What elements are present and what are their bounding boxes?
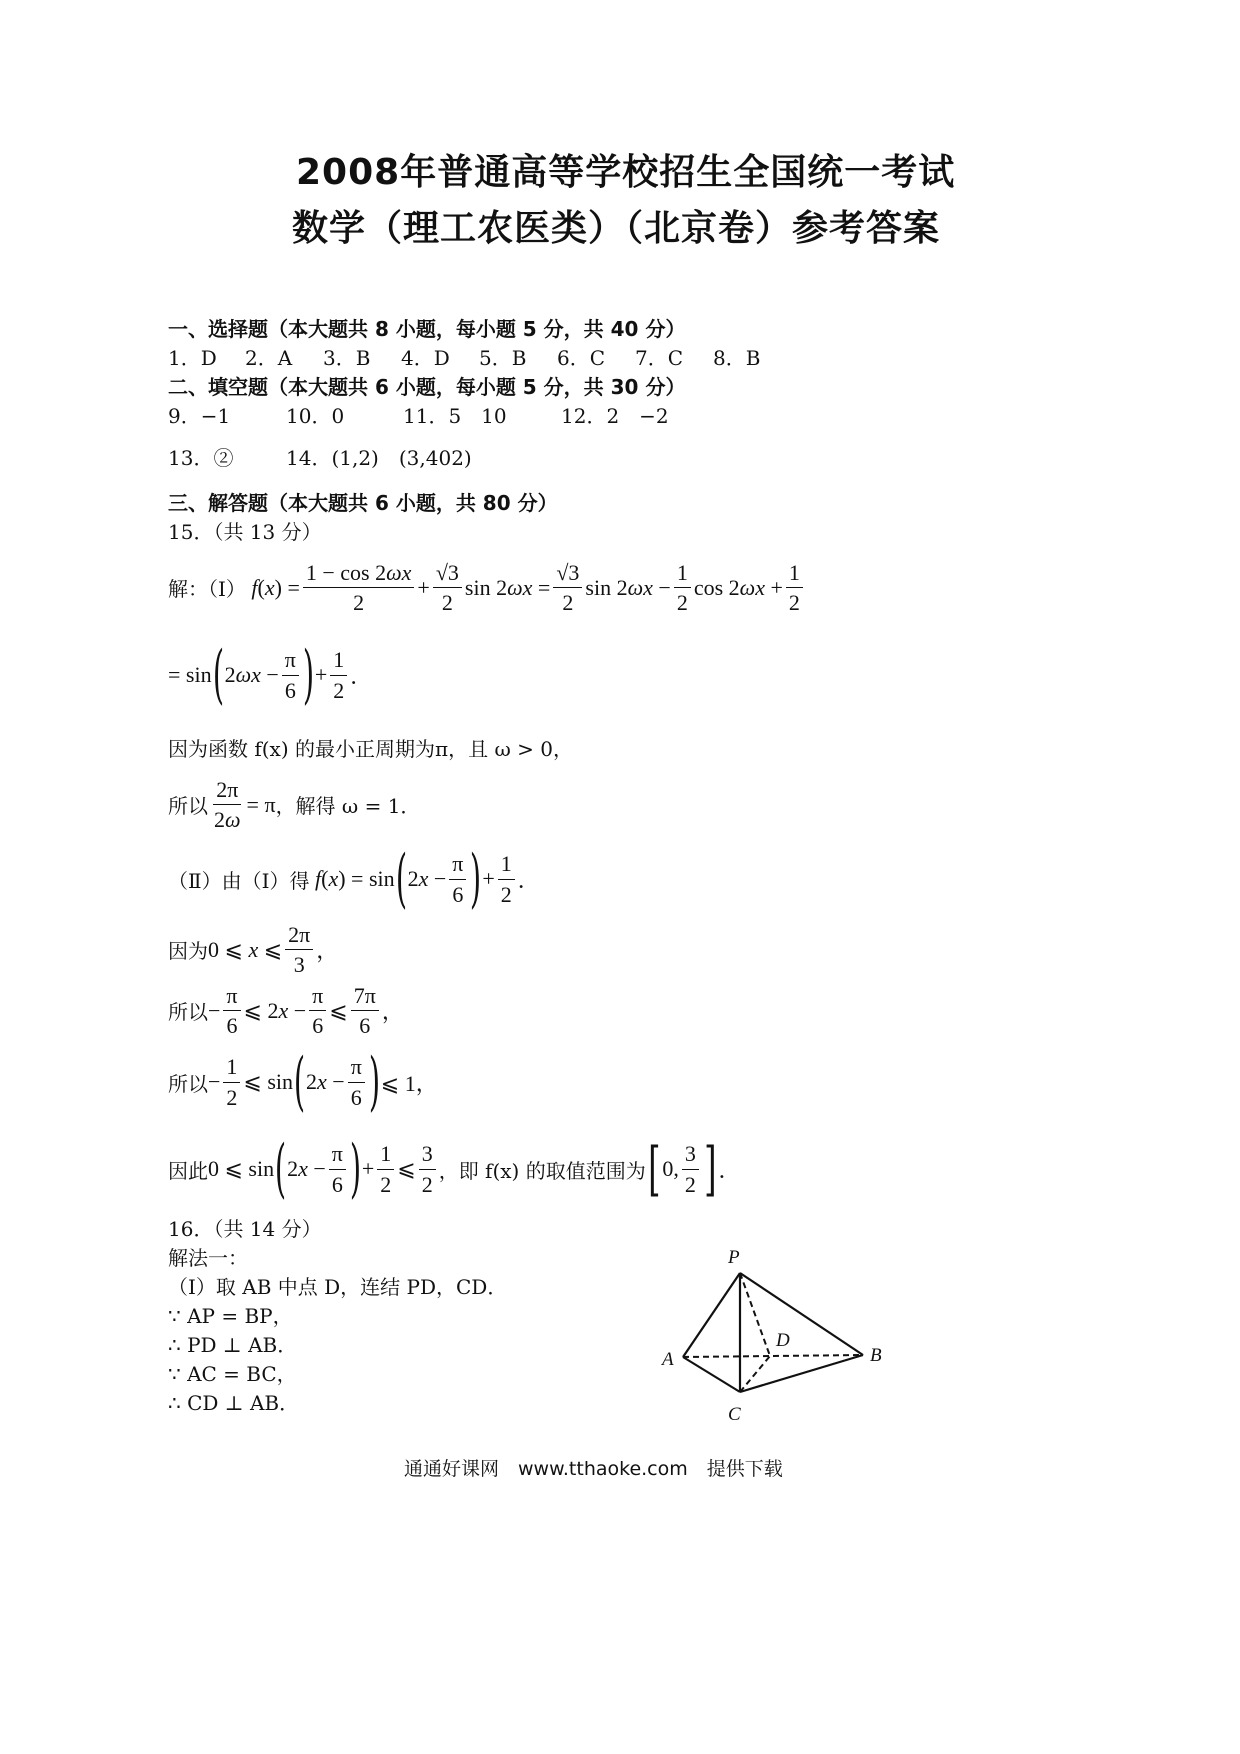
fill-answer: 10．0 <box>286 404 345 428</box>
q15-thus: 因此 <box>168 1158 208 1183</box>
fill-answer: 14．(1,2) (3,402) <box>286 446 472 470</box>
q15-solve-line: 所以 $\frac{2\pi}{2\omega}$ = π ，解得 ω = 1． <box>168 777 421 833</box>
q16-line-1: （Ⅰ）取 AB 中点 D，连结 PD，CD． <box>168 1275 508 1299</box>
q15-intro: 解：（Ⅰ） <box>168 577 246 602</box>
q15-expression-1: 解：（Ⅰ） f(x) = $\frac{1 - \cos 2\omega x}{2}$ + $\frac{√3}{2}$ sin 2ωx = $\frac{√3}{2}$ sin 2ωx − $\frac{1}{2}$ cos 2ωx + $\frac{1}{2}$ <box>168 560 806 616</box>
edge-CB <box>740 1355 863 1392</box>
q15-part2: （Ⅱ）由（Ⅰ）得 <box>168 868 310 893</box>
edge-AC <box>683 1357 740 1392</box>
q15-period-line: 因为函数 f(x) 的最小正周期为π，且 ω > 0， <box>168 737 574 761</box>
choice-answer: 5．B <box>479 346 527 370</box>
edge-AB-hidden <box>683 1355 863 1357</box>
q15-since-line: 因为 0 ⩽ x ⩽ $\frac{2\pi}{3}$ ， <box>168 922 339 978</box>
fill-answer: 12．2 −2 <box>561 404 669 428</box>
q15-so2-line: 所以 − $\frac{\pi}{6}$ ⩽ 2x − $\frac{\pi}{6}$ ⩽ $\frac{7\pi}{6}$ ， <box>168 983 404 1039</box>
choice-answer: 1．D <box>168 346 217 370</box>
fraction: $\frac{2\pi}{2\omega}$ <box>214 777 241 833</box>
edge-PB <box>740 1273 863 1355</box>
label-C: C <box>728 1404 741 1425</box>
fraction: $\frac{1}{2}$ <box>674 560 691 616</box>
fraction: $\frac{\pi}{6}$ <box>348 1054 365 1110</box>
fraction: $\frac{√3}{2}$ <box>433 560 462 616</box>
section-choice-heading: 一、选择题（本大题共 8 小题，每小题 5 分，共 40 分） <box>168 317 686 341</box>
title-line-1: 2008年普通高等学校招生全国统一考试 <box>296 152 956 193</box>
q15-since: 因为 <box>168 939 208 964</box>
q15-solve-text: ，解得 ω = 1． <box>275 794 421 819</box>
fraction: $\frac{√3}{2}$ <box>553 560 582 616</box>
q15-thus-line: 因此 0 ⩽ sin ( 2x − $\frac{\pi}{6}$ ) + $\frac{1}{2}$ ⩽ $\frac{3}{2}$ ，即 f(x) 的取值范围为 [ 0, $\frac{3}{2}$ ] ． <box>168 1132 741 1206</box>
footer-source: 通通好课网 www.tthaoke.com 提供下载 <box>404 1458 783 1480</box>
fraction: $\frac{2\pi}{3}$ <box>285 922 313 978</box>
q15-heading: 15．（共 13 分） <box>168 520 322 544</box>
fraction: $\frac{1}{2}$ <box>377 1141 394 1197</box>
q15-range-text: ，即 f(x) 的取值范围为 <box>438 1158 646 1183</box>
q16-line-2: ∵ AP = BP， <box>168 1304 293 1328</box>
fill-answer: 9．−1 <box>168 404 231 428</box>
q15-so3: 所以 <box>168 1071 208 1096</box>
fill-answer: 11．5 10 <box>403 404 507 428</box>
q16-line-5: ∴ CD ⊥ AB． <box>168 1391 300 1415</box>
q16-line-3: ∴ PD ⊥ AB． <box>168 1333 298 1357</box>
fraction: $\frac{\pi}{6}$ <box>449 851 466 907</box>
title-line-2: 数学（理工农医类）（北京卷）参考答案 <box>292 208 941 249</box>
fraction: $\frac{1 - \cos 2\omega x}{2}$ <box>303 560 415 616</box>
choice-answer: 8．B <box>713 346 761 370</box>
formula: f(x) = <box>251 574 300 600</box>
q16-heading: 16．（共 14 分） <box>168 1217 322 1241</box>
section-solution-heading: 三、解答题（本大题共 6 小题，共 80 分） <box>168 491 558 515</box>
section-fill-heading: 二、填空题（本大题共 6 小题，每小题 5 分，共 30 分） <box>168 375 686 399</box>
q15-so: 所以 <box>168 794 208 819</box>
q15-so2: 所以 <box>168 1000 208 1025</box>
q16-method: 解法一： <box>168 1246 248 1270</box>
q15-expression-2: = sin ( 2ωx − $\frac{\pi}{6}$ ) + $\frac{1}{2}$ ． <box>168 638 373 712</box>
fraction: $\frac{1}{2}$ <box>223 1054 240 1110</box>
choice-answer: 3．B <box>323 346 371 370</box>
label-P: P <box>728 1247 740 1268</box>
q15-so3-line: 所以 − $\frac{1}{2}$ ⩽ sin ( 2x − $\frac{\pi}{6}$ ) ⩽ 1， <box>168 1045 438 1119</box>
fill-answer: 13．② <box>168 446 234 470</box>
q15-part2-line: （Ⅱ）由（Ⅰ）得 f(x) = sin ( 2x − $\frac{\pi}{6}$ ) + $\frac{1}{2}$ ． <box>168 842 540 916</box>
choice-answer: 2．A <box>245 346 293 370</box>
label-A: A <box>662 1349 674 1370</box>
edge-PA <box>683 1273 740 1357</box>
fraction: $\frac{1}{2}$ <box>498 851 515 907</box>
fraction: $\frac{\pi}{6}$ <box>223 983 240 1039</box>
choice-answer: 4．D <box>401 346 450 370</box>
tetrahedron-figure <box>650 1240 900 1440</box>
fraction: $\frac{1}{2}$ <box>786 560 803 616</box>
segment-PD <box>740 1273 770 1356</box>
fraction: $\frac{3}{2}$ <box>682 1141 699 1197</box>
label-D: D <box>776 1330 790 1351</box>
label-B: B <box>870 1345 882 1366</box>
choice-answer: 7．C <box>635 346 684 370</box>
fraction: $\frac{\pi}{6}$ <box>282 647 299 703</box>
fraction: $\frac{1}{2}$ <box>330 647 347 703</box>
choice-answer: 6．C <box>557 346 606 370</box>
fraction: $\frac{\pi}{6}$ <box>309 983 326 1039</box>
fraction: $\frac{\pi}{6}$ <box>329 1141 346 1197</box>
fraction: $\frac{7\pi}{6}$ <box>351 983 379 1039</box>
q16-line-4: ∵ AC = BC， <box>168 1362 297 1386</box>
fraction: $\frac{3}{2}$ <box>419 1141 436 1197</box>
